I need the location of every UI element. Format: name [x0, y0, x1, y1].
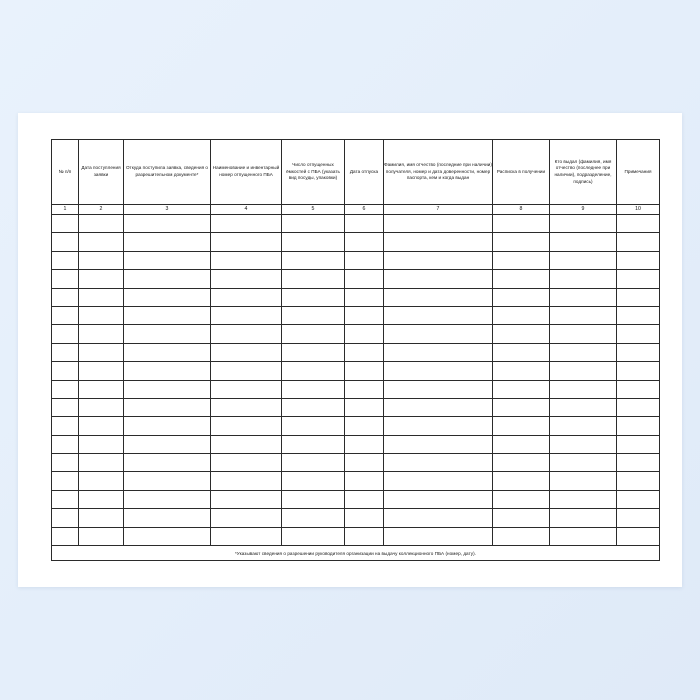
table-cell[interactable] — [282, 306, 345, 324]
table-cell[interactable] — [384, 490, 493, 508]
column-header-notes: Примечания — [617, 140, 660, 205]
table-cell[interactable] — [550, 251, 617, 269]
table-row — [52, 343, 660, 361]
table-cell[interactable] — [79, 362, 124, 380]
table-cell[interactable] — [282, 251, 345, 269]
table-cell[interactable] — [617, 233, 660, 251]
table-cell[interactable] — [617, 380, 660, 398]
table-cell[interactable] — [384, 362, 493, 380]
table-cell[interactable] — [345, 325, 384, 343]
table-cell[interactable] — [384, 215, 493, 233]
table-cell[interactable] — [124, 417, 211, 435]
column-number-5: 5 — [282, 205, 345, 215]
table-cell[interactable] — [211, 435, 282, 453]
table-cell[interactable] — [282, 215, 345, 233]
column-header-receipt-signature: Расписка в получении — [493, 140, 550, 205]
table-cell[interactable] — [617, 417, 660, 435]
table-cell[interactable] — [493, 270, 550, 288]
table-cell[interactable] — [52, 472, 79, 490]
column-number-2: 2 — [79, 205, 124, 215]
table-cell[interactable] — [384, 380, 493, 398]
table-cell[interactable] — [52, 343, 79, 361]
table-row — [52, 380, 660, 398]
table-cell[interactable] — [282, 288, 345, 306]
table-cell[interactable] — [124, 270, 211, 288]
table-cell[interactable] — [211, 380, 282, 398]
table-cell[interactable] — [617, 527, 660, 545]
table-cell[interactable] — [493, 454, 550, 472]
footnote-row — [52, 546, 660, 561]
table-cell[interactable] — [124, 490, 211, 508]
table-row — [52, 325, 660, 343]
table-cell[interactable] — [52, 215, 79, 233]
column-number-7: 7 — [384, 205, 493, 215]
table-cell[interactable] — [79, 288, 124, 306]
table-cell[interactable] — [550, 435, 617, 453]
table-cell[interactable] — [384, 509, 493, 527]
table-cell[interactable] — [345, 490, 384, 508]
table-row — [52, 509, 660, 527]
table-cell[interactable] — [124, 380, 211, 398]
table-cell[interactable] — [493, 325, 550, 343]
column-number-9: 9 — [550, 205, 617, 215]
table-cell[interactable] — [52, 398, 79, 416]
table-cell[interactable] — [493, 398, 550, 416]
table-cell[interactable] — [79, 527, 124, 545]
table-cell[interactable] — [211, 270, 282, 288]
table-cell[interactable] — [79, 435, 124, 453]
table-cell[interactable] — [282, 527, 345, 545]
table-cell[interactable] — [384, 435, 493, 453]
table-cell[interactable] — [617, 509, 660, 527]
table-row — [52, 288, 660, 306]
table-cell[interactable] — [79, 325, 124, 343]
table-cell[interactable] — [124, 233, 211, 251]
table-row — [52, 362, 660, 380]
table-cell[interactable] — [493, 490, 550, 508]
table-cell[interactable] — [282, 380, 345, 398]
table-cell[interactable] — [52, 288, 79, 306]
table-cell[interactable] — [550, 215, 617, 233]
table-cell[interactable] — [124, 288, 211, 306]
table-row — [52, 270, 660, 288]
table-cell[interactable] — [345, 270, 384, 288]
table-row — [52, 454, 660, 472]
footnote-text: *Указывают сведения о разрешении руководителя организации на выдачу коллекционного ПБА (номер, дату). — [52, 546, 660, 561]
table-cell[interactable] — [550, 270, 617, 288]
table-row — [52, 417, 660, 435]
table-cell[interactable] — [617, 490, 660, 508]
table-cell[interactable] — [282, 509, 345, 527]
table-cell[interactable] — [384, 454, 493, 472]
table-cell[interactable] — [124, 215, 211, 233]
table-cell[interactable] — [211, 288, 282, 306]
table-cell[interactable] — [79, 251, 124, 269]
table-cell[interactable] — [211, 343, 282, 361]
table-row — [52, 215, 660, 233]
column-header-recipient-info: Фамилия, имя отчество (последние при наличии) получателя, номер и дата доверенности, номер паспорта, кем и когда выдан — [384, 140, 493, 205]
table-cell[interactable] — [79, 215, 124, 233]
table-row — [52, 472, 660, 490]
column-number-8: 8 — [493, 205, 550, 215]
table-cell[interactable] — [550, 325, 617, 343]
table-cell[interactable] — [211, 472, 282, 490]
table-cell[interactable] — [345, 251, 384, 269]
column-header-container-count: Число отпущенных ёмкостей с ПБА (указать вид посуды, упаковки) — [282, 140, 345, 205]
table-cell[interactable] — [79, 490, 124, 508]
table-cell[interactable] — [384, 472, 493, 490]
table-cell[interactable] — [345, 454, 384, 472]
table-cell[interactable] — [384, 251, 493, 269]
table-cell[interactable] — [493, 251, 550, 269]
registration-table — [51, 139, 660, 561]
table-cell[interactable] — [211, 490, 282, 508]
table-cell[interactable] — [550, 306, 617, 324]
table-cell[interactable] — [493, 472, 550, 490]
column-number-6: 6 — [345, 205, 384, 215]
table-cell[interactable] — [384, 270, 493, 288]
table-cell[interactable] — [282, 343, 345, 361]
table-cell[interactable] — [345, 306, 384, 324]
table-cell[interactable] — [345, 509, 384, 527]
table-cell[interactable] — [52, 435, 79, 453]
table-cell[interactable] — [617, 398, 660, 416]
table-cell[interactable] — [211, 417, 282, 435]
table-cell[interactable] — [52, 454, 79, 472]
column-header-number: № п/п — [52, 140, 79, 205]
table-cell[interactable] — [384, 325, 493, 343]
table-cell[interactable] — [493, 417, 550, 435]
table-cell[interactable] — [550, 417, 617, 435]
table-cell[interactable] — [124, 527, 211, 545]
table-cell[interactable] — [550, 288, 617, 306]
table-cell[interactable] — [493, 215, 550, 233]
table-cell[interactable] — [493, 306, 550, 324]
table-cell[interactable] — [52, 233, 79, 251]
table-cell[interactable] — [79, 472, 124, 490]
table-cell[interactable] — [617, 362, 660, 380]
column-number-1: 1 — [52, 205, 79, 215]
table-row — [52, 398, 660, 416]
table-cell[interactable] — [550, 362, 617, 380]
table-cell[interactable] — [124, 435, 211, 453]
table-cell[interactable] — [52, 490, 79, 508]
table-cell[interactable] — [384, 233, 493, 251]
table-cell[interactable] — [617, 435, 660, 453]
table-cell[interactable] — [124, 325, 211, 343]
table-cell[interactable] — [384, 343, 493, 361]
table-cell[interactable] — [617, 270, 660, 288]
table-cell[interactable] — [617, 288, 660, 306]
table-cell[interactable] — [211, 362, 282, 380]
table-cell[interactable] — [52, 417, 79, 435]
column-number-3: 3 — [124, 205, 211, 215]
column-header-request-date: Дата поступления заявки — [79, 140, 124, 205]
table-cell[interactable] — [79, 454, 124, 472]
table-row — [52, 527, 660, 545]
table-row — [52, 435, 660, 453]
table-cell[interactable] — [79, 306, 124, 324]
table-cell[interactable] — [493, 288, 550, 306]
table-cell[interactable] — [493, 362, 550, 380]
table-cell[interactable] — [211, 398, 282, 416]
table-cell[interactable] — [282, 233, 345, 251]
table-cell[interactable] — [52, 325, 79, 343]
table-cell[interactable] — [345, 362, 384, 380]
table-cell[interactable] — [617, 472, 660, 490]
table-cell[interactable] — [345, 417, 384, 435]
table-cell[interactable] — [282, 472, 345, 490]
table-cell[interactable] — [550, 233, 617, 251]
table-cell[interactable] — [211, 509, 282, 527]
column-header-request-source: Откуда поступила заявка, сведения о разрешительном документе* — [124, 140, 211, 205]
table-cell[interactable] — [282, 398, 345, 416]
table-cell[interactable] — [79, 417, 124, 435]
table-cell[interactable] — [52, 362, 79, 380]
column-number-row — [52, 205, 660, 215]
table-cell[interactable] — [124, 306, 211, 324]
table-cell[interactable] — [617, 325, 660, 343]
table-cell[interactable] — [79, 380, 124, 398]
table-cell[interactable] — [211, 251, 282, 269]
table-cell[interactable] — [52, 306, 79, 324]
column-number-4: 4 — [211, 205, 282, 215]
table-cell[interactable] — [211, 527, 282, 545]
table-cell[interactable] — [124, 472, 211, 490]
table-cell[interactable] — [124, 343, 211, 361]
table-cell[interactable] — [282, 490, 345, 508]
column-number-10: 10 — [617, 205, 660, 215]
table-cell[interactable] — [550, 509, 617, 527]
table-cell[interactable] — [493, 509, 550, 527]
table-cell[interactable] — [493, 435, 550, 453]
table-cell[interactable] — [617, 343, 660, 361]
table-cell[interactable] — [211, 306, 282, 324]
registration-table-area — [51, 139, 652, 561]
table-cell[interactable] — [211, 233, 282, 251]
table-cell[interactable] — [282, 325, 345, 343]
table-cell[interactable] — [79, 398, 124, 416]
table-cell[interactable] — [124, 509, 211, 527]
table-cell[interactable] — [211, 215, 282, 233]
table-cell[interactable] — [345, 215, 384, 233]
table-cell[interactable] — [345, 527, 384, 545]
table-cell[interactable] — [124, 251, 211, 269]
table-cell[interactable] — [493, 233, 550, 251]
table-cell[interactable] — [550, 472, 617, 490]
table-cell[interactable] — [345, 380, 384, 398]
table-cell[interactable] — [617, 215, 660, 233]
table-cell[interactable] — [124, 362, 211, 380]
table-cell[interactable] — [52, 380, 79, 398]
table-cell[interactable] — [493, 527, 550, 545]
table-cell[interactable] — [345, 288, 384, 306]
table-cell[interactable] — [282, 435, 345, 453]
table-row — [52, 233, 660, 251]
table-body — [52, 215, 660, 546]
table-cell[interactable] — [79, 343, 124, 361]
table-cell[interactable] — [617, 251, 660, 269]
table-cell[interactable] — [345, 343, 384, 361]
table-cell[interactable] — [550, 454, 617, 472]
table-cell[interactable] — [79, 233, 124, 251]
column-header-issuer-info: Кто выдал (фамилия, имя отчество (последнее при наличии), подразделение, подпись) — [550, 140, 617, 205]
table-cell[interactable] — [384, 288, 493, 306]
table-cell[interactable] — [493, 380, 550, 398]
table-cell[interactable] — [550, 527, 617, 545]
table-cell[interactable] — [550, 490, 617, 508]
table-cell[interactable] — [345, 472, 384, 490]
table-cell[interactable] — [345, 233, 384, 251]
table-cell[interactable] — [52, 270, 79, 288]
table-cell[interactable] — [124, 398, 211, 416]
table-row — [52, 306, 660, 324]
table-cell[interactable] — [550, 398, 617, 416]
table-cell[interactable] — [282, 270, 345, 288]
table-cell[interactable] — [282, 417, 345, 435]
table-cell[interactable] — [617, 306, 660, 324]
table-cell[interactable] — [211, 325, 282, 343]
table-cell[interactable] — [384, 306, 493, 324]
table-cell[interactable] — [384, 398, 493, 416]
table-cell[interactable] — [384, 417, 493, 435]
column-header-pba-name: Наименование и инвентарный номер отпущенного ПБА — [211, 140, 282, 205]
document-sheet — [18, 113, 682, 587]
table-header-row — [52, 140, 660, 205]
table-cell[interactable] — [52, 527, 79, 545]
column-header-release-date: Дата отпуска — [345, 140, 384, 205]
table-cell[interactable] — [211, 454, 282, 472]
table-cell[interactable] — [79, 270, 124, 288]
table-row — [52, 251, 660, 269]
table-row — [52, 490, 660, 508]
table-cell[interactable] — [345, 435, 384, 453]
table-cell[interactable] — [52, 509, 79, 527]
table-cell[interactable] — [124, 454, 211, 472]
table-cell[interactable] — [79, 509, 124, 527]
table-cell[interactable] — [282, 362, 345, 380]
table-cell[interactable] — [550, 380, 617, 398]
table-cell[interactable] — [345, 398, 384, 416]
table-cell[interactable] — [384, 527, 493, 545]
table-cell[interactable] — [52, 251, 79, 269]
table-cell[interactable] — [493, 343, 550, 361]
table-cell[interactable] — [550, 343, 617, 361]
table-cell[interactable] — [617, 454, 660, 472]
table-cell[interactable] — [282, 454, 345, 472]
